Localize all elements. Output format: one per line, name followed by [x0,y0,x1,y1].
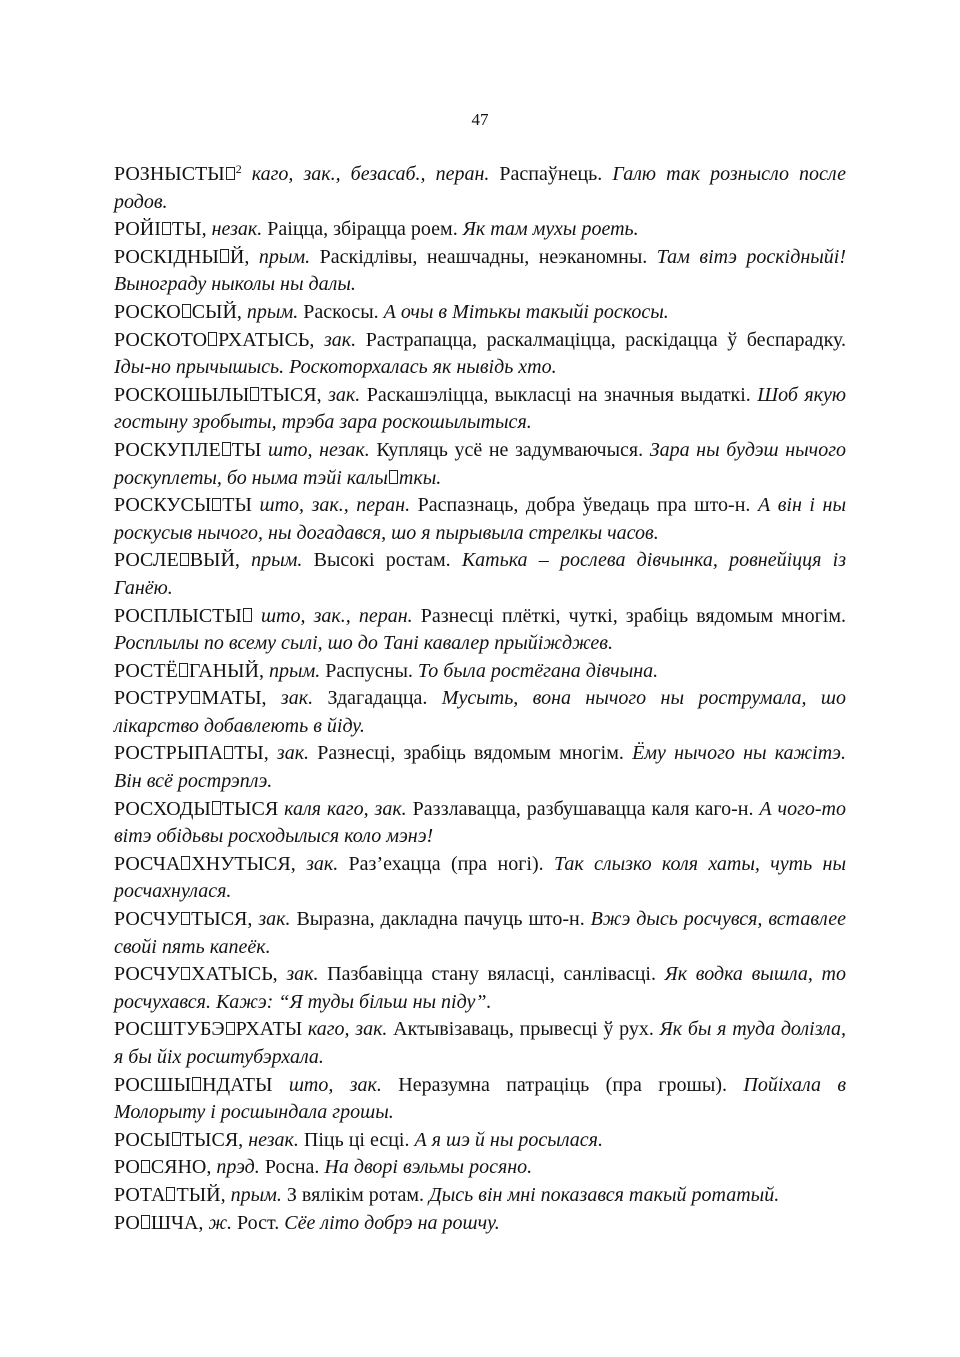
italic-run: прым. [246,300,299,323]
dictionary-entry [114,685,846,740]
italic-run: зак. [286,963,319,986]
missing-glyph-box [181,967,190,981]
page-number: 47 [471,110,489,129]
missing-glyph-box [250,387,259,401]
italic-run: А очы в Мітькы такыйі роскосы. [383,300,669,323]
text-run: Росна. [259,1156,325,1179]
text-run: Распазнаць, добра ўведаць пра што-н. [410,494,758,517]
text-run: РОСШТУБЭ [114,1018,225,1041]
text-run: Піць ці есці. [298,1128,415,1151]
italic-run: То была ростёгана дівчына. [417,659,659,682]
italic-run: А чого-то вітэ обідьвы росходылыся коло мэнэ! [114,797,847,848]
dictionary-entry [114,603,846,658]
italic-run: Мусыть, вона нычого ны рострумала, шо лікарство добавлеють в йіду. [114,687,846,737]
text-run: Раззлавацца, разбушавацца каля каго-н. [406,797,760,820]
italic-run: прым. [258,245,311,268]
missing-glyph-box [226,1022,235,1036]
text-run: Распаўнець. [489,163,613,185]
missing-glyph-box [172,1132,181,1146]
dictionary-entry [114,1127,846,1155]
italic-run: ткы. [398,466,442,489]
italic-run: зак. [323,328,357,351]
missing-glyph-box [141,1215,150,1229]
italic-run: каго, зак., безасаб., перан. [251,163,490,185]
text-run: Растрапацца, раскалмаціцца, раскідацца ў беспарадку. [356,328,846,351]
italic-run: каго, зак. [307,1018,388,1041]
text-run: ТЫ, [234,742,277,765]
text-run: РО [114,1156,140,1179]
text-run: ТЫСЯ, [191,908,259,931]
text-run: РО [114,1211,140,1234]
dictionary-entry [114,299,846,327]
italic-run: Вжэ дысь росчувся, вставлее свойі пять капеёк. [114,908,846,958]
italic-run: незак. [248,1128,299,1151]
italic-run: што, зак. [288,1073,382,1096]
missing-glyph-box [243,608,252,622]
text-run: РОСТРЫПА [114,742,224,765]
text-run: Й, [229,245,259,268]
italic-run: што, зак., перан. [260,604,413,627]
dictionary-entry [114,244,846,299]
text-run [253,605,261,627]
dictionary-entry [114,437,846,492]
missing-glyph-box [191,691,200,705]
italic-run: Пойіхала в Молорыту і росшындала грошы. [114,1073,847,1124]
dictionary-entry [114,327,846,382]
dictionary-entry [114,382,846,437]
italic-run: Дысь він мні показався такый ротатый. [429,1183,780,1206]
italic-run: прэд. [216,1156,260,1179]
dictionary-entry [114,961,846,1016]
italic-run: Шоб якую гостыну зробыты, трэба зара роскошылытыся. [114,383,846,434]
text-run: РОСПЛЫСТЫ [114,604,242,627]
text-run: ТЫ [222,494,260,517]
text-run: РОСЧА [114,852,181,875]
text-run: Купляць усё не задумваючыся. [369,438,650,461]
missing-glyph-box [220,249,229,263]
italic-run: прым. [251,549,303,572]
dictionary-entry [114,1016,846,1071]
text-run: Актывізаваць, прывесці ў рух. [387,1018,660,1041]
text-run: РОСХОДЫ [114,797,211,820]
dictionary-entry [114,740,846,795]
missing-glyph-box [224,746,233,760]
missing-glyph-box [179,663,188,677]
text-run: ТЫ [231,438,268,461]
italic-run: каля каго, зак. [284,797,407,820]
missing-glyph-box [162,222,171,236]
text-run: Здагадацца. [313,687,442,710]
text-run: Раскашэліцца, выкласці на значныя выдаткі. [360,383,758,406]
italic-run: зак. [280,687,314,710]
italic-run: зак. [276,742,310,765]
italic-run: зак. [258,908,291,931]
italic-run: прым. [230,1183,282,1206]
superscript-index: 2 [235,162,242,176]
text-run: ХАТЫСЬ, [191,963,287,986]
text-run: ТЫСЯ, [181,1128,249,1151]
italic-run: Як там мухы роеть. [462,218,639,241]
text-run: Пазбавіцца стану вяласці, санлівасці. [318,963,665,986]
dictionary-entry [114,1072,846,1127]
text-run: НДАТЫ [202,1073,289,1096]
text-run: Выразна, дакладна пачуць што-н. [290,908,591,931]
text-run: РОСЧУ [114,963,181,986]
missing-glyph-box [226,167,235,181]
missing-glyph-box [192,1077,201,1091]
italic-run: Сёе літо добрэ на рошчу. [284,1211,500,1234]
italic-run: Як водка вышла, то росчухався. Кажэ: “Я туды більш ны піду”. [114,963,846,1013]
missing-glyph-box [182,304,191,318]
text-run: З вялікім ротам. [281,1183,430,1206]
text-run: РОСТРУ [114,687,191,710]
text-run: Раіцца, збірацца роем. [262,218,463,241]
text-run: РХАТЫСЬ, [218,328,324,351]
dictionary-entry [114,1210,846,1238]
text-run: МАТЫ, [201,687,281,710]
text-run: РОСКУСЫ [114,494,212,517]
missing-glyph-box [212,801,221,815]
italic-run: прым. [268,659,321,682]
italic-run: ж. [208,1211,233,1234]
missing-glyph-box [181,912,190,926]
text-run: Неразумна патраціць (пра грошы). [381,1073,744,1096]
text-run: СЫЙ, [191,300,247,323]
missing-glyph-box [166,1187,175,1201]
dictionary-entry [114,851,846,906]
text-run: СЯНО, [150,1156,217,1179]
text-run: Разнесці, зрабіць вядомым многім. [309,742,633,765]
missing-glyph-box [212,498,221,512]
text-run: ВЫЙ, [189,549,252,572]
italic-run: зак. [306,852,339,875]
italic-run: Галю так рознысло после родов. [114,163,846,213]
text-run: Раз’ехацца (пра ногі). [338,852,554,875]
text-run: Раскосы. [298,300,384,323]
dictionary-entry [114,547,846,602]
text-run: РОСТЁ [114,659,178,682]
dictionary-entry [114,492,846,547]
text-run: РОСКІДНЫ [114,245,219,268]
text-run: ТЫЙ, [176,1183,231,1206]
italic-run: Так слызко коля хаты, чуть ны росчахнулася. [114,852,846,903]
text-run: РОЙІ [114,218,161,241]
italic-run: Ёму нычого ны кажітэ. Він всё рострэплэ. [114,742,846,793]
text-run: ТЫСЯ, [260,383,329,406]
text-run: РОСЫ [114,1128,171,1151]
dictionary-entry [114,161,846,216]
text-run: РХАТЫ [235,1018,308,1041]
dictionary-entry [114,1154,846,1182]
text-run: Распусны. [320,659,418,682]
entries [114,161,846,1237]
italic-run: незак. [211,218,263,241]
text-run: ГАНЫЙ, [188,659,269,682]
italic-run: Росплылы по всему сылі, шо до Тані кавалер прыйіжджев. [114,632,613,655]
dictionary-entry [114,1182,846,1210]
text-run: ТЫСЯ [221,797,285,820]
missing-glyph-box [208,332,217,346]
text-run: РОСКУПЛЕ [114,438,221,461]
dictionary-entry [114,658,846,686]
dictionary-entry [114,906,846,961]
italic-run: А він і ны роскусыв нычого, ны догадався, шо я пырывыла стрелкы часов. [114,494,846,544]
italic-run: што, зак., перан. [259,494,411,517]
italic-run: Там вітэ роскідныйі! Вынограду ныколы ны далы. [114,245,846,296]
missing-glyph-box [141,1160,150,1174]
text-run: Высокі ростам. [302,549,462,572]
text-run: РОСЧУ [114,908,181,931]
text-run: РОСКОШЫЛЫ [114,383,250,406]
text-run: РОСКО [114,300,181,323]
text-run: РОСКОТО [114,328,208,351]
text-run: Раскідлівы, неашчадны, неэканомны. [310,245,657,268]
missing-glyph-box [222,442,231,456]
italic-run: Зара ны будэш нычого роскуплеты, бо ныма тэйі калы [114,438,846,489]
missing-glyph-box [389,470,398,484]
text-run: РОСЛЕ [114,549,179,572]
italic-run: Іды-но прычышысь. Роскоторхалась як нывідь хто. [114,356,557,379]
italic-run: зак. [328,383,361,406]
text-run: Рост. [232,1211,285,1234]
text-run: ТЫ, [171,218,212,241]
dictionary-entry [114,796,846,851]
text-run: Разнесці плёткі, чуткі, зрабіць вядомым многім. [412,604,847,627]
text-run: ШЧА, [150,1211,209,1234]
text-run: РОСШЫ [114,1073,192,1096]
italic-run: На дворі вэльмы росяно. [324,1156,533,1179]
missing-glyph-box [181,856,190,870]
italic-run: А я шэ й ны росылася. [414,1128,603,1151]
italic-run: Катька – рослева дівчынка, ровнейіцця із Ганёю. [114,549,846,599]
text-run [242,163,252,185]
text-run: ХНУТЫСЯ, [191,852,307,875]
italic-run: што, незак. [267,438,370,461]
missing-glyph-box [180,553,189,567]
text-run: РОТА [114,1183,166,1206]
dictionary-entry [114,216,846,244]
italic-run: Як бы я туда долізла, я бы йіх росштубэрхала. [114,1018,846,1068]
text-run: РОЗНЫСТЫ [114,163,225,185]
